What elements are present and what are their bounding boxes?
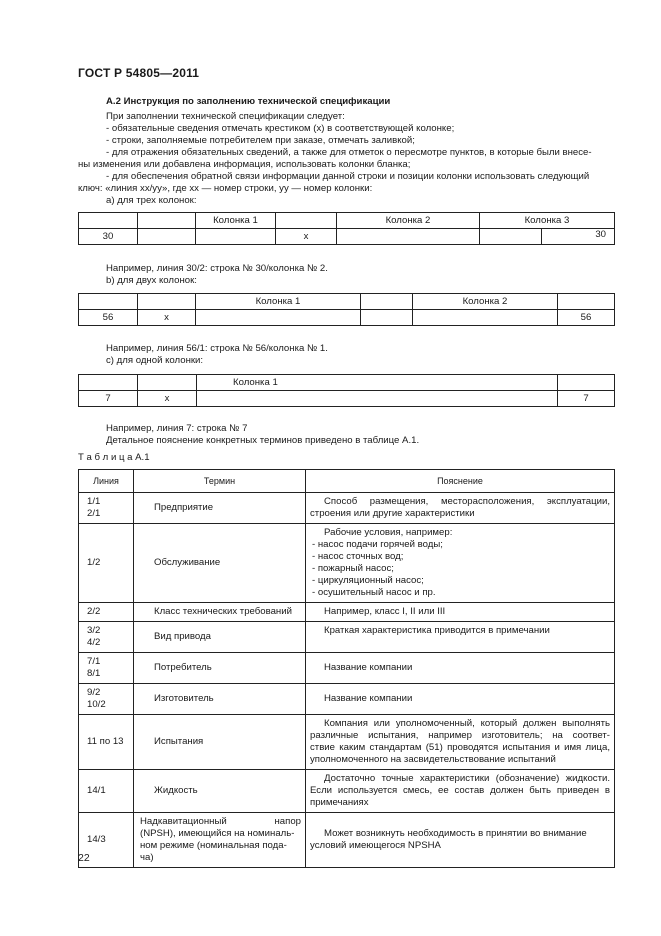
line-cell: 14/1: [79, 770, 134, 813]
table-cell: [138, 229, 196, 245]
list-item: - осушительный насос и пр.: [312, 587, 436, 598]
table-row: [79, 375, 615, 391]
table-cell: [276, 213, 337, 229]
mark-cell: х: [276, 229, 337, 245]
document-header: ГОСТ Р 54805—2011: [78, 66, 200, 80]
two-column-table: [78, 293, 615, 326]
table-cell: [79, 213, 138, 229]
table-cell: [361, 294, 413, 310]
line-number: 7: [79, 391, 138, 407]
table-row: [79, 294, 615, 310]
list-item: - насос подачи горячей воды;: [312, 539, 443, 550]
term-cell: Обслуживание: [134, 524, 306, 603]
term-cell: Надкавитационный напор (NPSH), имеющийся на номиналь- ном режиме (номинальная пода- ча): [134, 813, 306, 868]
one-column-table: [78, 374, 615, 407]
line-cell: 7/1 8/1: [79, 653, 134, 684]
term-cell: Изготовитель: [134, 684, 306, 715]
term-cell: Класс технических требований: [134, 603, 306, 622]
table-cell: [79, 294, 138, 310]
rule-4b: ключ: «линия хх/уу», где хх — номер строки, уу — номер колонки:: [78, 183, 373, 194]
term-cell: Предприятие: [134, 493, 306, 524]
line-number: 30: [79, 229, 138, 245]
table-cell: [138, 294, 196, 310]
column-header: Колонка 1: [196, 294, 361, 310]
header-line: Линия: [79, 470, 134, 493]
note-cell: Способ размещения, месторасположения, эксплуатации, строения или другие характеристики: [306, 493, 615, 524]
item-list: [310, 539, 610, 599]
table-cell: [361, 310, 413, 326]
line-number: 30: [480, 229, 615, 245]
header-term: Термин: [134, 470, 306, 493]
table-row: [79, 493, 615, 524]
table-cell: [138, 375, 197, 391]
list-item: - циркуляционный насос;: [312, 575, 424, 586]
table-row: [79, 310, 615, 326]
mark-cell: х: [138, 310, 196, 326]
table-cell: [197, 391, 558, 407]
note-cell: Достаточно точные характеристики (обозначение) жидкости. Если используется смесь, ее состав должен быть приведен в примечаниях: [306, 770, 615, 813]
term-cell: Вид привода: [134, 622, 306, 653]
column-header: Колонка 2: [337, 213, 480, 229]
rule-1: - обязательные сведения отмечать крестиком (х) в соответствующей колонке;: [106, 123, 455, 134]
table-cell: [413, 310, 558, 326]
line-cell: 1/1 2/1: [79, 493, 134, 524]
example-a: Например, линия 30/2: строка № 30/колонка № 2.: [106, 263, 328, 274]
table-row: [79, 229, 615, 245]
line-number: 56: [79, 310, 138, 326]
table-cell: [337, 229, 480, 245]
line-cell: 2/2: [79, 603, 134, 622]
column-header: Колонка 1: [197, 375, 558, 391]
term-cell: Испытания: [134, 715, 306, 770]
table-row: [79, 603, 615, 622]
table-row: [79, 391, 615, 407]
mark-cell: х: [138, 391, 197, 407]
line-cell: 14/3: [79, 813, 134, 868]
case-b-label: b) для двух колонок:: [106, 275, 197, 286]
term-cell: Потребитель: [134, 653, 306, 684]
table-cell: [558, 294, 615, 310]
table-row: [79, 653, 615, 684]
table-row: [79, 622, 615, 653]
table-cell: [196, 229, 276, 245]
note-cell: Может возникнуть необходимость в принятии во внимание условий имеющегося NPSHA: [306, 813, 615, 868]
example-b: Например, линия 56/1: строка № 56/колонка № 1.: [106, 343, 328, 354]
rule-3b: ны изменения или добавлена информация, использовать колонки бланка;: [78, 159, 411, 170]
rule-3a: - для отражения обязательных сведений, а также для отметок о пересмотре пунктов, в которые были внесе-: [106, 147, 592, 158]
case-a-label: а) для трех колонок:: [106, 195, 197, 206]
rule-2: - строки, заполняемые потребителем при заказе, отмечать заливкой;: [106, 135, 415, 146]
table-row: [79, 715, 615, 770]
rule-4a: - для обеспечения обратной связи информации данной строки и позиции колонки использовать следующий: [106, 171, 590, 182]
note-cell: Название компании: [306, 653, 615, 684]
example-c: Например, линия 7: строка № 7: [106, 423, 248, 434]
line-cell: 11 по 13: [79, 715, 134, 770]
line-cell: 9/2 10/2: [79, 684, 134, 715]
line-cell: 3/2 4/2: [79, 622, 134, 653]
column-header: Колонка 3: [480, 213, 615, 229]
list-item: - насос сточных вод;: [312, 551, 404, 562]
header-note: Пояснение: [306, 470, 615, 493]
table-row: [79, 813, 615, 868]
note-cell: Краткая характеристика приводится в примечании: [306, 622, 615, 653]
note-cell: Например, класс I, II или III: [306, 603, 615, 622]
terms-table: [78, 469, 615, 868]
table-caption: Т а б л и ц а А.1: [78, 452, 150, 463]
section-heading: А.2 Инструкция по заполнению технической спецификации: [106, 96, 391, 107]
note-cell: Название компании: [306, 684, 615, 715]
table-cell: [138, 213, 196, 229]
table-row: [79, 770, 615, 813]
table-row: [79, 213, 615, 229]
table-row: [79, 684, 615, 715]
table-row: [79, 524, 615, 603]
note-cell: Рабочие условия, например: - насос подачи горячей воды; - насос сточных вод; - пожарный насос; - циркуляционный насос; - осушительный насос и пр.: [306, 524, 615, 603]
table-cell: [558, 375, 615, 391]
note-cell: Компания или уполномоченный, который должен выполнять различные испытания, например изготовитель; на соответ- ствие каким стандартам (51) проводятся испытания и имя лица, уполномоченного на засвидетельствование испытаний: [306, 715, 615, 770]
line-number: 7: [558, 391, 615, 407]
case-c-label: c) для одной колонки:: [106, 355, 204, 366]
line-cell: 1/2: [79, 524, 134, 603]
term-cell: Жидкость: [134, 770, 306, 813]
line-number: 56: [558, 310, 615, 326]
list-item: - пожарный насос;: [312, 563, 394, 574]
three-column-table: [78, 212, 615, 245]
column-header: Колонка 1: [196, 213, 276, 229]
page-number: 22: [78, 852, 90, 864]
intro-text: При заполнении технической спецификации следует:: [106, 111, 345, 122]
table-cell: [79, 375, 138, 391]
column-header: Колонка 2: [413, 294, 558, 310]
table-cell: [196, 310, 361, 326]
table-header-row: [79, 470, 615, 493]
detail-text: Детальное пояснение конкретных терминов приведено в таблице А.1.: [106, 435, 420, 446]
